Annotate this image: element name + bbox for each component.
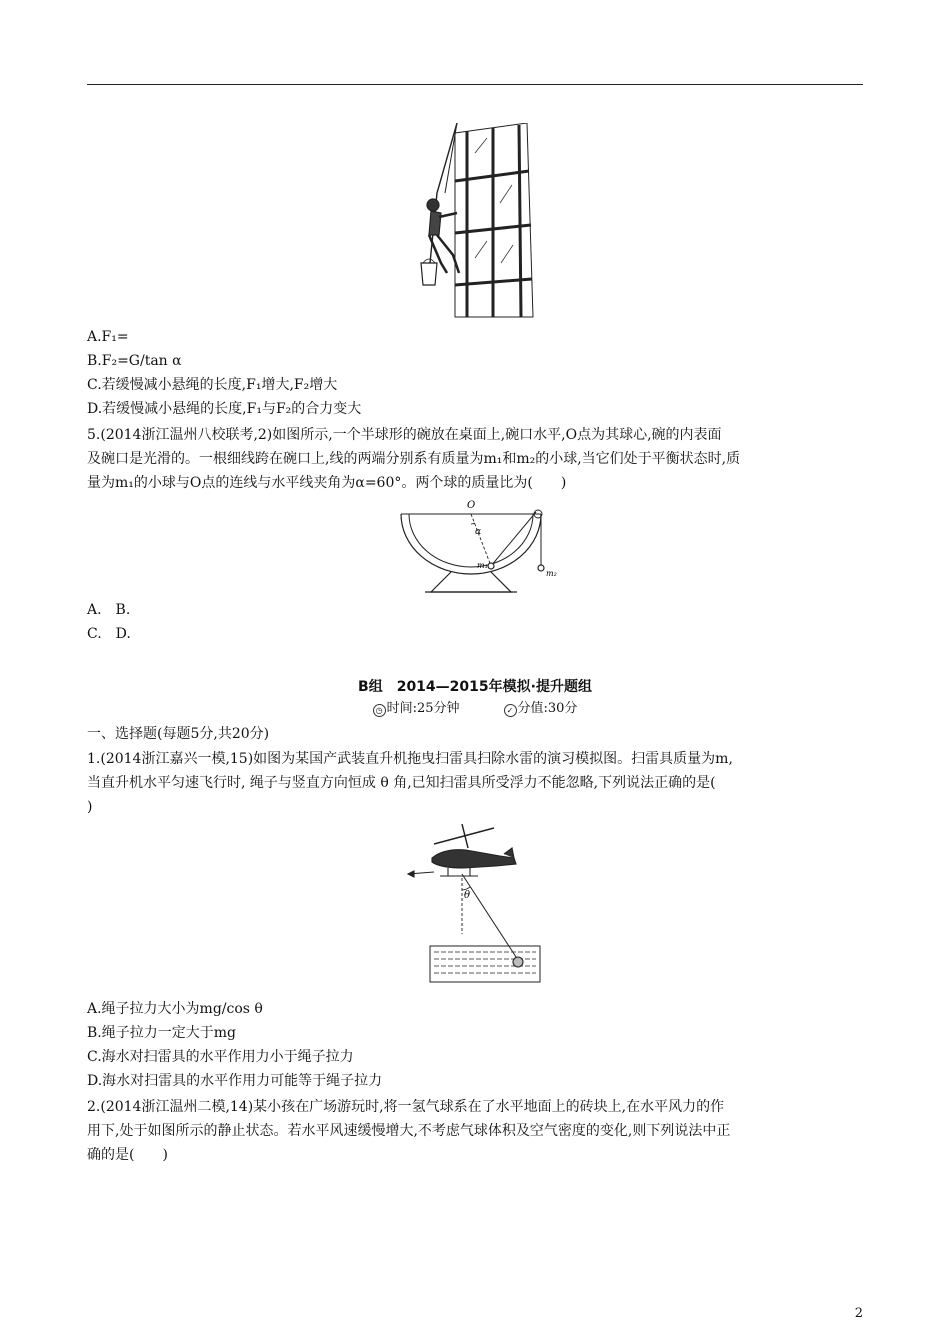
q5-stem-line2: 及碗口是光滑的。一根细线跨在碗口上,线的两端分别系有质量为m₁和m₂的小球,当它们处于平衡状态时,质 xyxy=(87,451,741,467)
q1-option-c: C.海水对扫雷具的水平作用力小于绳子拉力 xyxy=(87,1049,354,1065)
q4-option-c: C.若缓慢减小悬绳的长度,F₁增大,F₂增大 xyxy=(87,377,338,393)
q1-stem-line3: ) xyxy=(87,799,93,815)
q4-option-b: B.F₂=G/tan α xyxy=(87,353,182,369)
q4-option-d: D.若缓慢减小悬绳的长度,F₁与F₂的合力变大 xyxy=(87,401,362,417)
q5-options-cd: C. D. xyxy=(87,626,131,642)
q1-stem-line1: 1.(2014浙江嘉兴一模,15)如图为某国产武装直升机拖曳扫雷具扫除水雷的演习模拟图。扫雷具质量为m, xyxy=(87,751,733,767)
bowl-label-m2: m₂ xyxy=(546,569,557,578)
page-number: 2 xyxy=(854,1306,863,1321)
section-b-title: B组 2014—2015年模拟·提升题组 xyxy=(358,679,592,695)
helicopter-label-theta: θ xyxy=(464,890,471,901)
clock-icon: ◷ xyxy=(373,704,386,717)
q2-stem-line3: 确的是( ) xyxy=(87,1147,168,1163)
section-b-meta xyxy=(0,697,950,717)
q2-stem-line1: 2.(2014浙江温州二模,14)某小孩在广场游玩时,将一氢气球系在了水平地面上的砖块上,在水平风力的作 xyxy=(87,1099,725,1115)
q1-option-d: D.海水对扫雷具的水平作用力可能等于绳子拉力 xyxy=(87,1073,383,1089)
q5-stem-line3: 量为m₁的小球与O点的连线与水平线夹角为α=60°。两个球的质量比为( ) xyxy=(87,475,567,491)
q4-option-a: A.F₁= xyxy=(87,329,129,345)
q1-option-b: B.绳子拉力一定大于mg xyxy=(87,1025,236,1041)
q2-stem-line2: 用下,处于如图所示的静止状态。若水平风速缓慢增大,不考虑气球体积及空气密度的变化,则下列说法中正 xyxy=(87,1123,731,1139)
check-icon: ✓ xyxy=(504,704,517,717)
bowl-label-m1: m₁ xyxy=(477,561,488,570)
header-rule xyxy=(87,84,863,85)
bowl-figure xyxy=(395,496,565,602)
q5-options-ab: A. B. xyxy=(87,602,131,618)
q1-option-a: A.绳子拉力大小为mg/cos θ xyxy=(87,1001,263,1017)
section-b-score: 分值:30分 xyxy=(517,701,578,716)
bowl-label-alpha: α xyxy=(475,527,482,537)
section-b-time: 时间:25分钟 xyxy=(386,701,460,716)
q1-stem-line2: 当直升机水平匀速飞行时, 绳子与竖直方向恒成 θ 角,已知扫雷具所受浮力不能忽略,下列说法正确的是( xyxy=(87,775,716,791)
q5-stem-line1: 5.(2014浙江温州八校联考,2)如图所示,一个半球形的碗放在桌面上,碗口水平,O点为其球心,碗的内表面 xyxy=(87,427,722,443)
helicopter-figure xyxy=(404,822,546,984)
part1-heading: 一、选择题(每题5分,共20分) xyxy=(87,726,270,742)
bowl-label-o: O xyxy=(467,500,476,511)
window-cleaner-figure xyxy=(415,123,535,319)
